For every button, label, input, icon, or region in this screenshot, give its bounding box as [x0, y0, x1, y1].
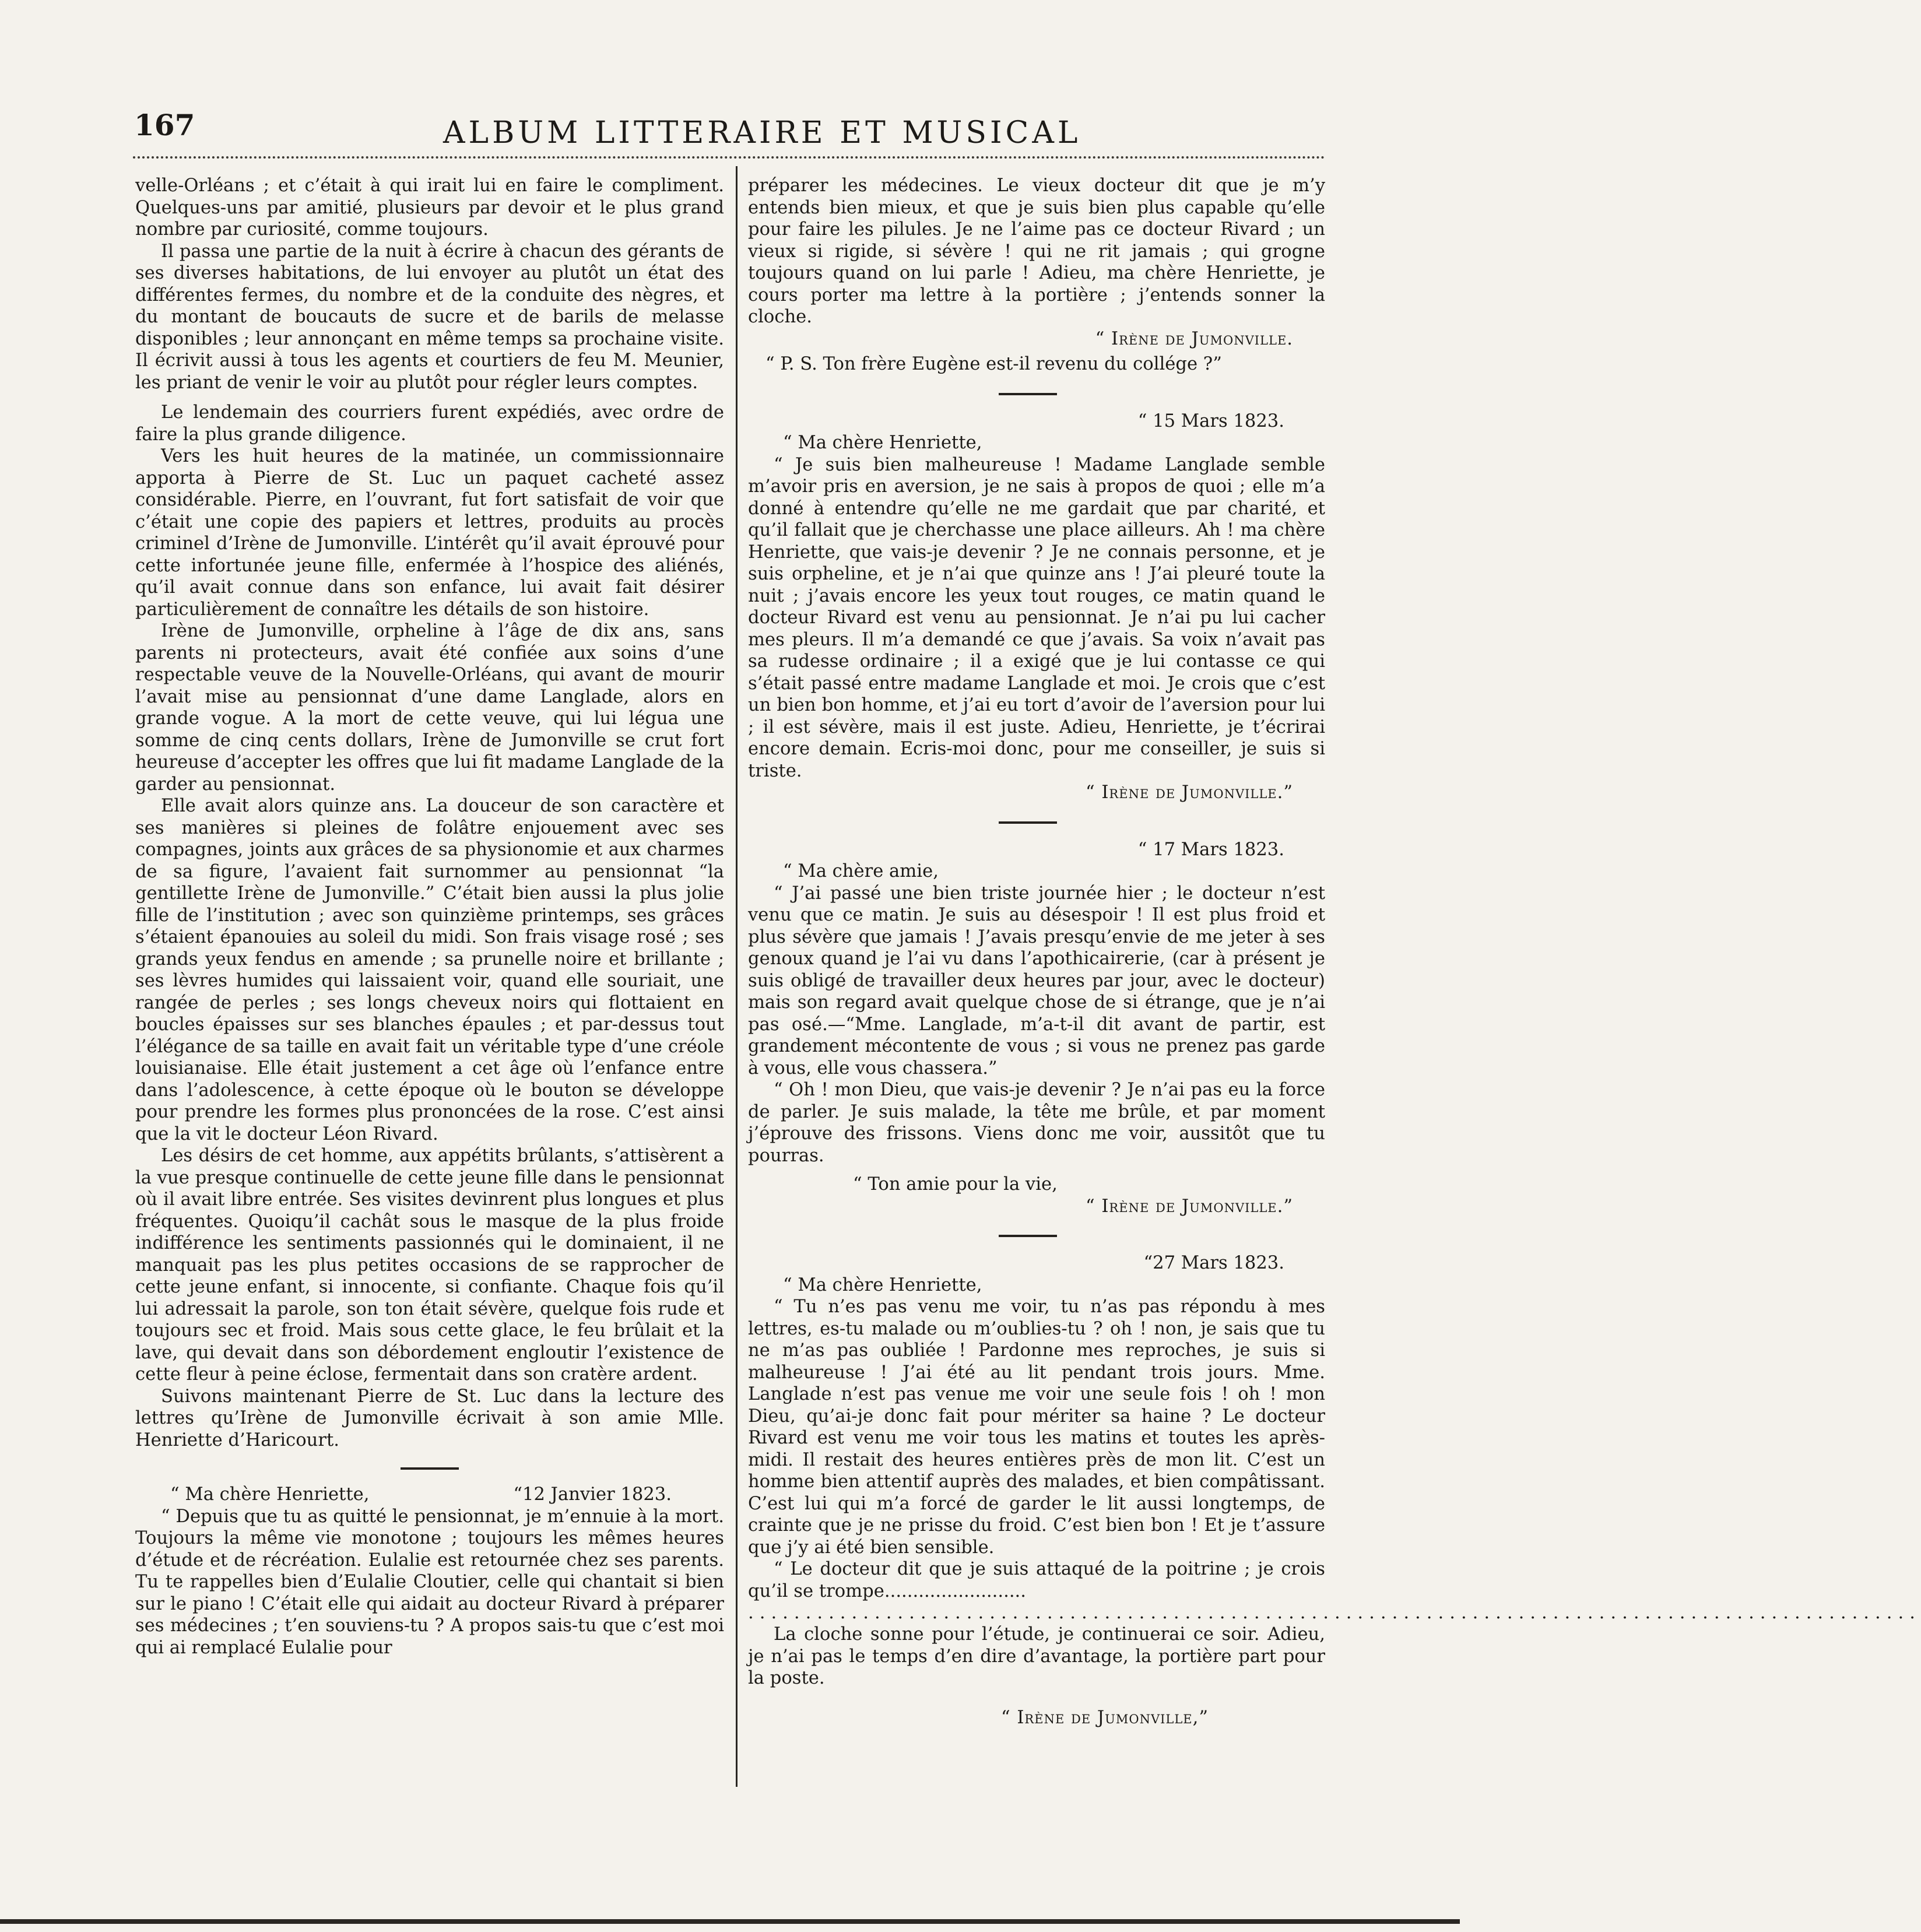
letter-date: “12 Janvier 1823. [513, 1484, 672, 1505]
right-column [748, 175, 1921, 1729]
letter-body: “ J’ai passé une bien triste journée hier ; le docteur n’est venu que ce matin. Je suis au désespoir ! Il est plus froid et plus sévère que jamais ! J’avais presqu’envie de me jeter à ses genoux quand je l’ai vu dans l’apothicairerie, (car à présent je suis obligé de travailler deux heures par jour, avec le docteur) mais son regard avait quelque chose de si étrange, que je n’ai pas osé.—“Mme. Langlade, m’a-t-il dit avant de partir, est grandement mécontente de vous ; si vous ne prenez pas garde à vous, elle vous chassera.” [748, 883, 1325, 1079]
paragraph: Il passa une partie de la nuit à écrire à chacun des gérants de ses diverses habitations, de lui envoyer au plutôt un état des différentes fermes, du nombre et de la conduite des nègres, et du montant de boucauts de sucre et de barils de melasse disponibles ; leur annonçant en même temps sa prochaine visite. Il écrivit aussi à tous les agents et courtiers de feu M. Meunier, les priant de venir le voir au plutôt pour régler leurs comptes. [135, 241, 724, 393]
header-rule [133, 156, 1325, 159]
paragraph: Le lendemain des courriers furent expédiés, avec ordre de faire la plus grande diligence. [135, 402, 724, 445]
letter-salutation: “ Ma chère Henriette, [170, 1484, 370, 1505]
letter-signature: “ Irène de Jumonville,” [1000, 1707, 1209, 1728]
letter-salutation: “ Ma chère amie, [783, 861, 939, 881]
paragraph: Les désirs de cet homme, aux appétits brûlants, s’attisèrent a la vue presque continuelle de cette jeune fille dans le pensionnat où il avait libre entrée. Ses visites devinrent plus longues et plus fréquentes. Quoiqu’il cachât sous le masque de la plus froide indifférence les sentiments passionnés qui le dominaient, il ne manquait pas les plus petites occasions de se rapprocher de cette jeune enfant, si innocente, si confiante. Chaque fois qu’il lui adressait la parole, son ton était sévère, quelque fois rude et toujours sec et froid. Mais sous cette glace, le feu brûlait et la lave, qui devait dans son débordement engloutir l’existence de cette fleur à peine éclose, fermentait dans son cratère ardent. [135, 1146, 724, 1385]
page-number: 167 [134, 108, 195, 142]
letter-signature: “ Irène de Jumonville.” [1085, 1196, 1293, 1217]
letter-date: “ 15 Mars 1823. [1137, 410, 1284, 431]
left-column [135, 175, 724, 1659]
ellipsis-line: ...................................................................................................... [748, 1603, 1921, 1623]
letter-body: préparer les médecines. Le vieux docteur dit que je m’y entends bien mieux, et que je suis bien plus capable qu’elle pour faire les pilules. Je ne l’aime pas ce docteur Rivard ; un vieux si rigide, si sévère ! qui ne rit jamais ; qui grogne toujours quand on lui parle ! Adieu, ma chère Henriette, je cours porter ma lettre à la portière ; j’entends sonner la cloche. [748, 175, 1325, 327]
paragraph: Irène de Jumonville, orpheline à l’âge de dix ans, sans parents ni protecteurs, avait été confiée aux soins d’une respectable veuve de la Nouvelle-Orléans, qui avant de mourir l’avait mise au pensionnat d’une dame Langlade, alors en grande vogue. A la mort de cette veuve, qui lui légua une somme de cinq cents dollars, Irène de Jumonville se crut fort heureuse d’accepter les offres que lui fit madame Langlade de la garder au pensionnat. [135, 621, 724, 795]
section-separator [999, 1235, 1057, 1237]
letter-body: La cloche sonne pour l’étude, je continuerai ce soir. Adieu, je n’ai pas le temps d’en dire d’avantage, la portière part pour la poste. [748, 1624, 1325, 1688]
page-edge [0, 1919, 1460, 1924]
section-separator [999, 393, 1057, 395]
letter-postscript: “ P. S. Ton frère Eugène est-il revenu du collége ?” [765, 354, 1222, 374]
letter-body: “ Le docteur dit que je suis attaqué de la poitrine ; je crois qu’il se trompe......................... [748, 1559, 1325, 1601]
section-separator [401, 1467, 459, 1470]
letter-body: “ Tu n’es pas venu me voir, tu n’as pas répondu à mes lettres, es-tu malade ou m’oublies-tu ? oh ! non, je sais que tu ne m’as pas oubliée ! Pardonne mes reproches, je suis si malheureuse ! J’ai été au lit pendant trois jours. Mme. Langlade n’est pas venue me voir une seule fois ! oh ! mon Dieu, qu’ai-je donc fait pour mériter sa haine ? Le docteur Rivard est venu me voir tous les matins et toutes les après-midi. Il restait des heures entières près de mon lit. C’est un homme bien attentif auprès des malades, et bien compâtissant. C’est lui qui m’a forcé de garder le lit aussi longtemps, de crainte que je ne prisse du froid. C’est bien bon ! Et je t’assure que j’y ai été bien sensible. [748, 1297, 1325, 1558]
paragraph: Suivons maintenant Pierre de St. Luc dans la lecture des lettres qu’Irène de Jumonville écrivait à son amie Mlle. Henriette d’Haricourt. [135, 1386, 724, 1450]
letter-signature: “ Irène de Jumonville. [1095, 328, 1293, 349]
paragraph: velle-Orléans ; et c’était à qui irait lui en faire le compliment. Quelques-uns par amitié, plusieurs par devoir et le plus grand nombre par curiosité, comme toujours. [135, 175, 724, 240]
letter-signature: “ Irène de Jumonville.” [1085, 782, 1293, 803]
letter-date: “27 Mars 1823. [1143, 1253, 1284, 1273]
letter-date: “ 17 Mars 1823. [1137, 839, 1284, 860]
running-head-title: ALBUM LITTERAIRE ET MUSICAL [443, 115, 1081, 150]
paragraph: Elle avait alors quinze ans. La douceur de son caractère et ses manières si pleines de folâtre enjouement avec ses compagnes, joints aux grâces de sa physionomie et aux charmes de sa figure, l’avaient fait surnommer au pensionnat “la gentillette Irène de Jumonville.” C’était bien aussi la plus jolie fille de l’institution ; avec son quinzième printemps, ses grâces s’étaient épanouies au soleil du midi. Son frais visage rosé ; ses grands yeux fendus en amende ; sa prunelle noire et brillante ; ses lèvres humides qui laissaient voir, quand elle souriait, une rangée de perles ; ses longs cheveux noirs qui flottaient en boucles épaisses sur ses blanches épaules ; et par-dessus tout l’élégance de sa taille en avait fait un véritable type d’une créole louisianaise. Elle était justement a cet âge où l’enfance entre dans l’adolescence, à cette époque où le bouton se développe pour prendre les formes plus prononcées de la rose. C’est ainsi que la vit le docteur Léon Rivard. [135, 796, 724, 1144]
letter-body: “ Je suis bien malheureuse ! Madame Langlade semble m’avoir pris en aversion, je ne sais à propos de quoi ; elle m’a donné à entendre qu’elle ne me gardait que par charité, et qu’il fallait que je cherchasse une place ailleurs. Ah ! ma chère Henriette, que vais-je devenir ? Je ne connais personne, et je suis orpheline, et je n’ai que quinze ans ! J’ai pleuré toute la nuit ; j’avais encore les yeux tout rouges, ce matin quand le docteur Rivard est venu au pensionnat. Je n’ai pu lui cacher mes pleurs. Il m’a demandé ce que j’avais. Sa voix n’avait pas sa rudesse ordinaire ; il a exigé que je lui contasse ce qui s’était passé entre madame Langlade et moi. Je crois que c’est un bien bon homme, et j’ai eu tort d’avoir de l’aversion pour lui ; il est sévère, mais il est juste. Adieu, Henriette, je t’écrirai encore demain. Ecris-moi donc, pour me conseiller, je suis si triste. [748, 454, 1325, 781]
letter-heading [135, 1484, 724, 1506]
letter-salutation: “ Ma chère Henriette, [783, 1274, 982, 1295]
letter-body: “ Depuis que tu as quitté le pensionnat, je m’ennuie à la mort. Toujours la même vie monotone ; toujours les mêmes heures d’étude et de récréation. Eulalie est retournée chez ses parents. Tu te rappelles bien d’Eulalie Cloutier, celle qui chantait si bien sur le piano ! C’était elle qui aidait au docteur Rivard à préparer ses médecines ; t’en souviens-tu ? A propos sais-tu que c’est moi qui ai remplacé Eulalie pour [135, 1506, 724, 1658]
paragraph: Vers les huit heures de la matinée, un commissionnaire apporta à Pierre de St. Luc un paquet cacheté assez considérable. Pierre, en l’ouvrant, fut fort satisfait de voir que c’était une copie des papiers et lettres, produits au procès criminel d’Irène de Jumonville. L’intérêt qu’il avait éprouvé pour cette infortunée jeune fille, enfermée à l’hospice des aliénés, qu’il avait connue dans son enfance, lui avait fait désirer particulièrement de connaître les détails de son histoire. [135, 446, 724, 620]
letter-closing: “ Ton amie pour la vie, [853, 1174, 1058, 1195]
column-divider [736, 166, 738, 1787]
section-separator [999, 821, 1057, 824]
letter-salutation: “ Ma chère Henriette, [783, 433, 982, 453]
letter-body: “ Oh ! mon Dieu, que vais-je devenir ? Je n’ai pas eu la force de parler. Je suis malade, la tête me brûle, et par moment j’éprouve des frissons. Viens donc me voir, aussitôt que tu pourras. [748, 1080, 1325, 1166]
